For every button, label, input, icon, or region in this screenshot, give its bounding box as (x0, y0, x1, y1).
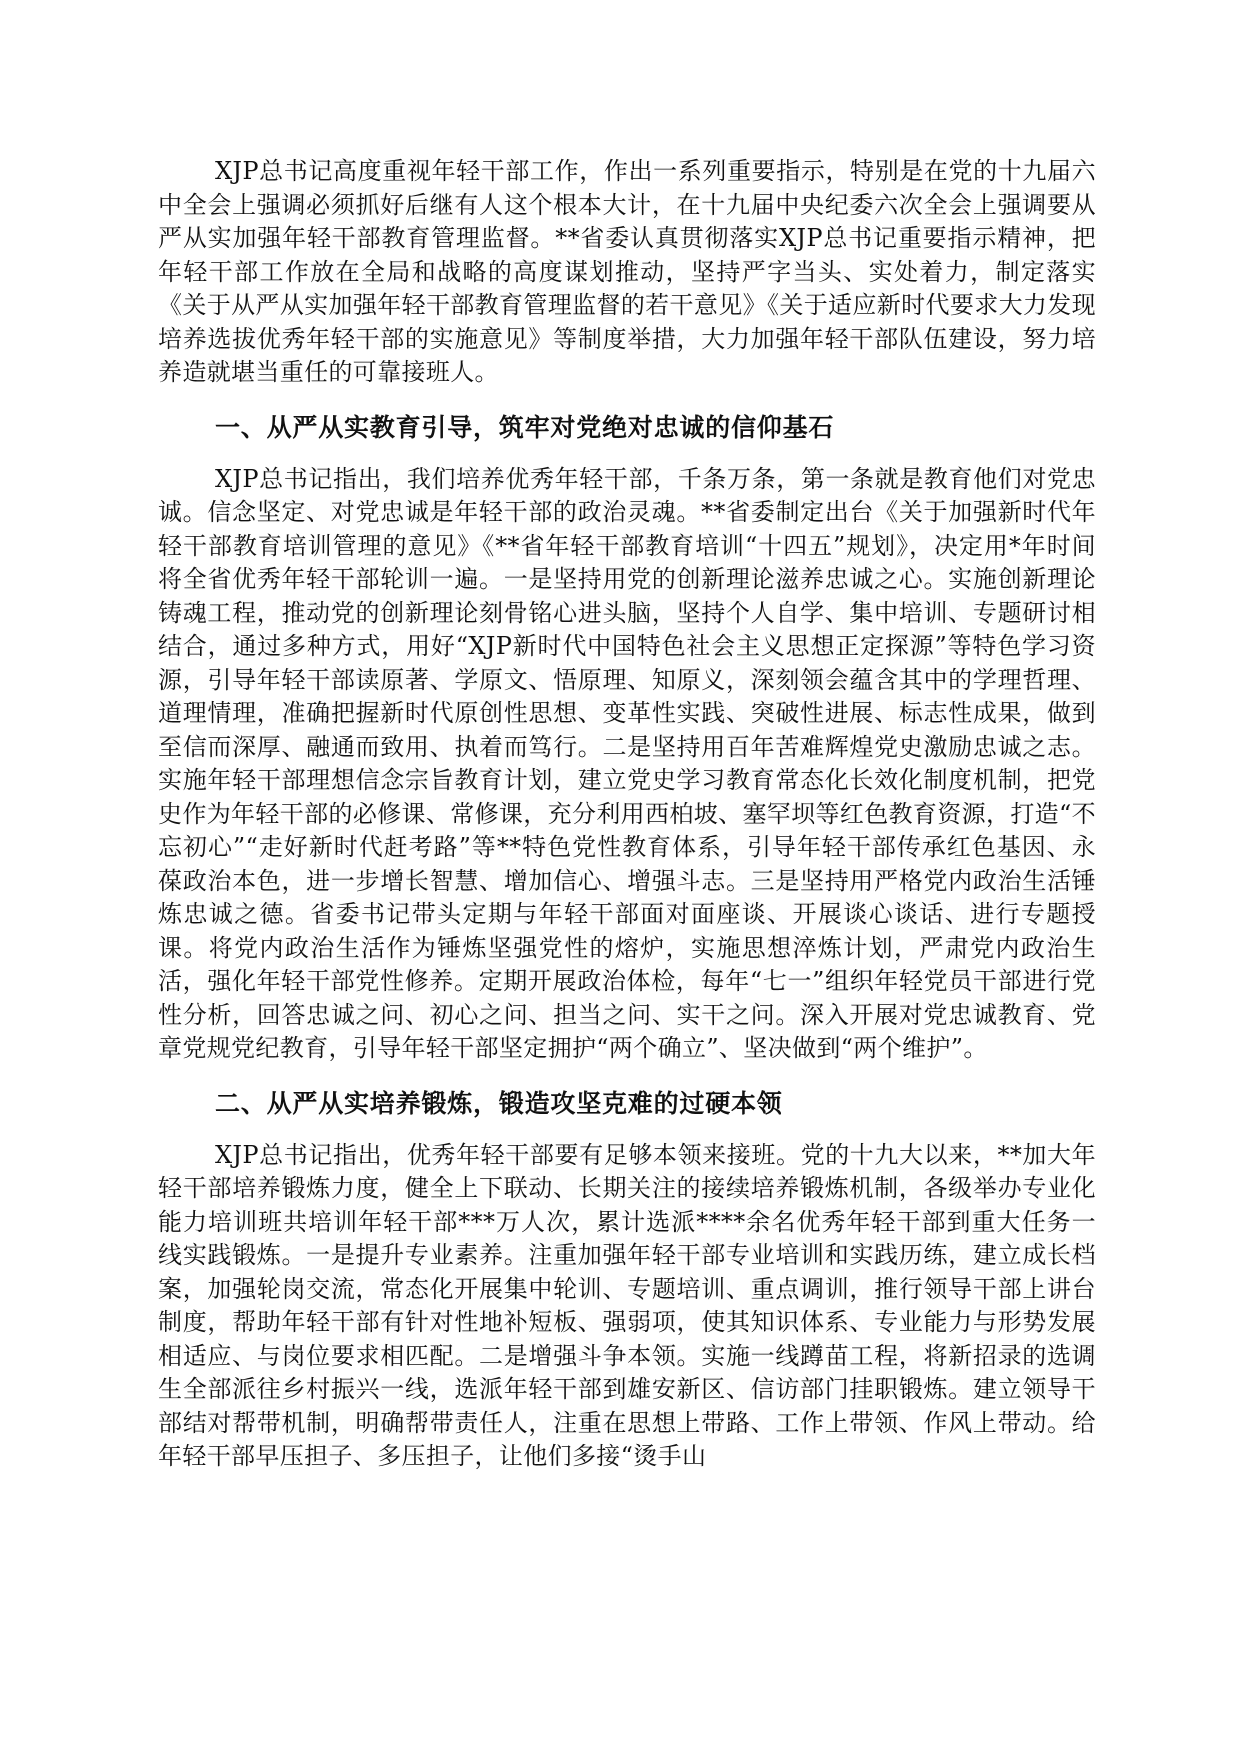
document-page (158, 155, 1096, 1474)
section-2-paragraph: XJP总书记指出，优秀年轻干部要有足够本领来接班。党的十九大以来，**加大年轻干部培养锻炼力度，健全上下联动、长期关注的接续培养锻炼机制，各级举办专业化能力培训班共培训年轻干部***万人次，累计选派****余名优秀年轻干部到重大任务一线实践锻炼。一是提升专业素养。注重加强年轻干部专业培训和实践历练，建立成长档案，加强轮岗交流，常态化开展集中轮训、专题培训、重点调训，推行领导干部上讲台制度，帮助年轻干部有针对性地补短板、强弱项，使其知识体系、专业能力与形势发展相适应、与岗位要求相匹配。二是增强斗争本领。实施一线蹲苗工程，将新招录的选调生全部派往乡村振兴一线，选派年轻干部到雄安新区、信访部门挂职锻炼。建立领导干部结对帮带机制，明确帮带责任人，注重在思想上带路、工作上带领、作风上带动。给年轻干部早压担子、多压担子，让他们多接“烫手山 (158, 1140, 1096, 1470)
intro-paragraph: XJP总书记高度重视年轻干部工作，作出一系列重要指示，特别是在党的十九届六中全会上强调必须抓好后继有人这个根本大计，在十九届中央纪委六次全会上强调要从严从实加强年轻干部教育管理监督。**省委认真贯彻落实XJP总书记重要指示精神，把年轻干部工作放在全局和战略的高度谋划推动，坚持严字当头、实处着力，制定落实《关于从严从实加强年轻干部教育管理监督的若干意见》《关于适应新时代要求大力发现培养选拔优秀年轻干部的实施意见》等制度举措，大力加强年轻干部队伍建设，努力培养造就堪当重任的可靠接班人。 (158, 157, 1096, 386)
section-heading-2: 二、从严从实培养锻炼，锻造攻坚克难的过硬本领 (215, 1088, 783, 1118)
section-heading-1: 一、从严从实教育引导，筑牢对党绝对忠诚的信仰基石 (215, 412, 835, 442)
section-1-paragraph: XJP总书记指出，我们培养优秀年轻干部，千条万条，第一条就是教育他们对党忠诚。信念坚定、对党忠诚是年轻干部的政治灵魂。**省委制定出台《关于加强新时代年轻干部教育培训管理的意见》《**省年轻干部教育培训“十四五”规划》，决定用*年时间将全省优秀年轻干部轮训一遍。一是坚持用党的创新理论滋养忠诚之心。实施创新理论铸魂工程，推动党的创新理论刻骨铭心进头脑，坚持个人自学、集中培训、专题研讨相结合，通过多种方式，用好“XJP新时代中国特色社会主义思想正定探源”等特色学习资源，引导年轻干部读原著、学原文、悟原理、知原义，深刻领会蕴含其中的学理哲理、道理情理，准确把握新时代原创性思想、变革性实践、突破性进展、标志性成果，做到至信而深厚、融通而致用、执着而笃行。二是坚持用百年苦难辉煌党史激励忠诚之志。实施年轻干部理想信念宗旨教育计划，建立党史学习教育常态化长效化制度机制，把党史作为年轻干部的必修课、常修课，充分利用西柏坡、塞罕坝等红色教育资源，打造“不忘初心”“走好新时代赶考路”等**特色党性教育体系，引导年轻干部传承红色基因、永葆政治本色，进一步增长智慧、增加信心、增强斗志。三是坚持用严格党内政治生活锤炼忠诚之德。省委书记带头定期与年轻干部面对面座谈、开展谈心谈话、进行专题授课。将党内政治生活作为锤炼坚强党性的熔炉，实施思想淬炼计划，严肃党内政治生活，强化年轻干部党性修养。定期开展政治体检，每年“七一”组织年轻党员干部进行党性分析，回答忠诚之问、初心之问、担当之问、实干之问。深入开展对党忠诚教育、党章党规党纪教育，引导年轻干部坚定拥护“两个确立”、坚决做到“两个维护”。 (158, 464, 1096, 1062)
